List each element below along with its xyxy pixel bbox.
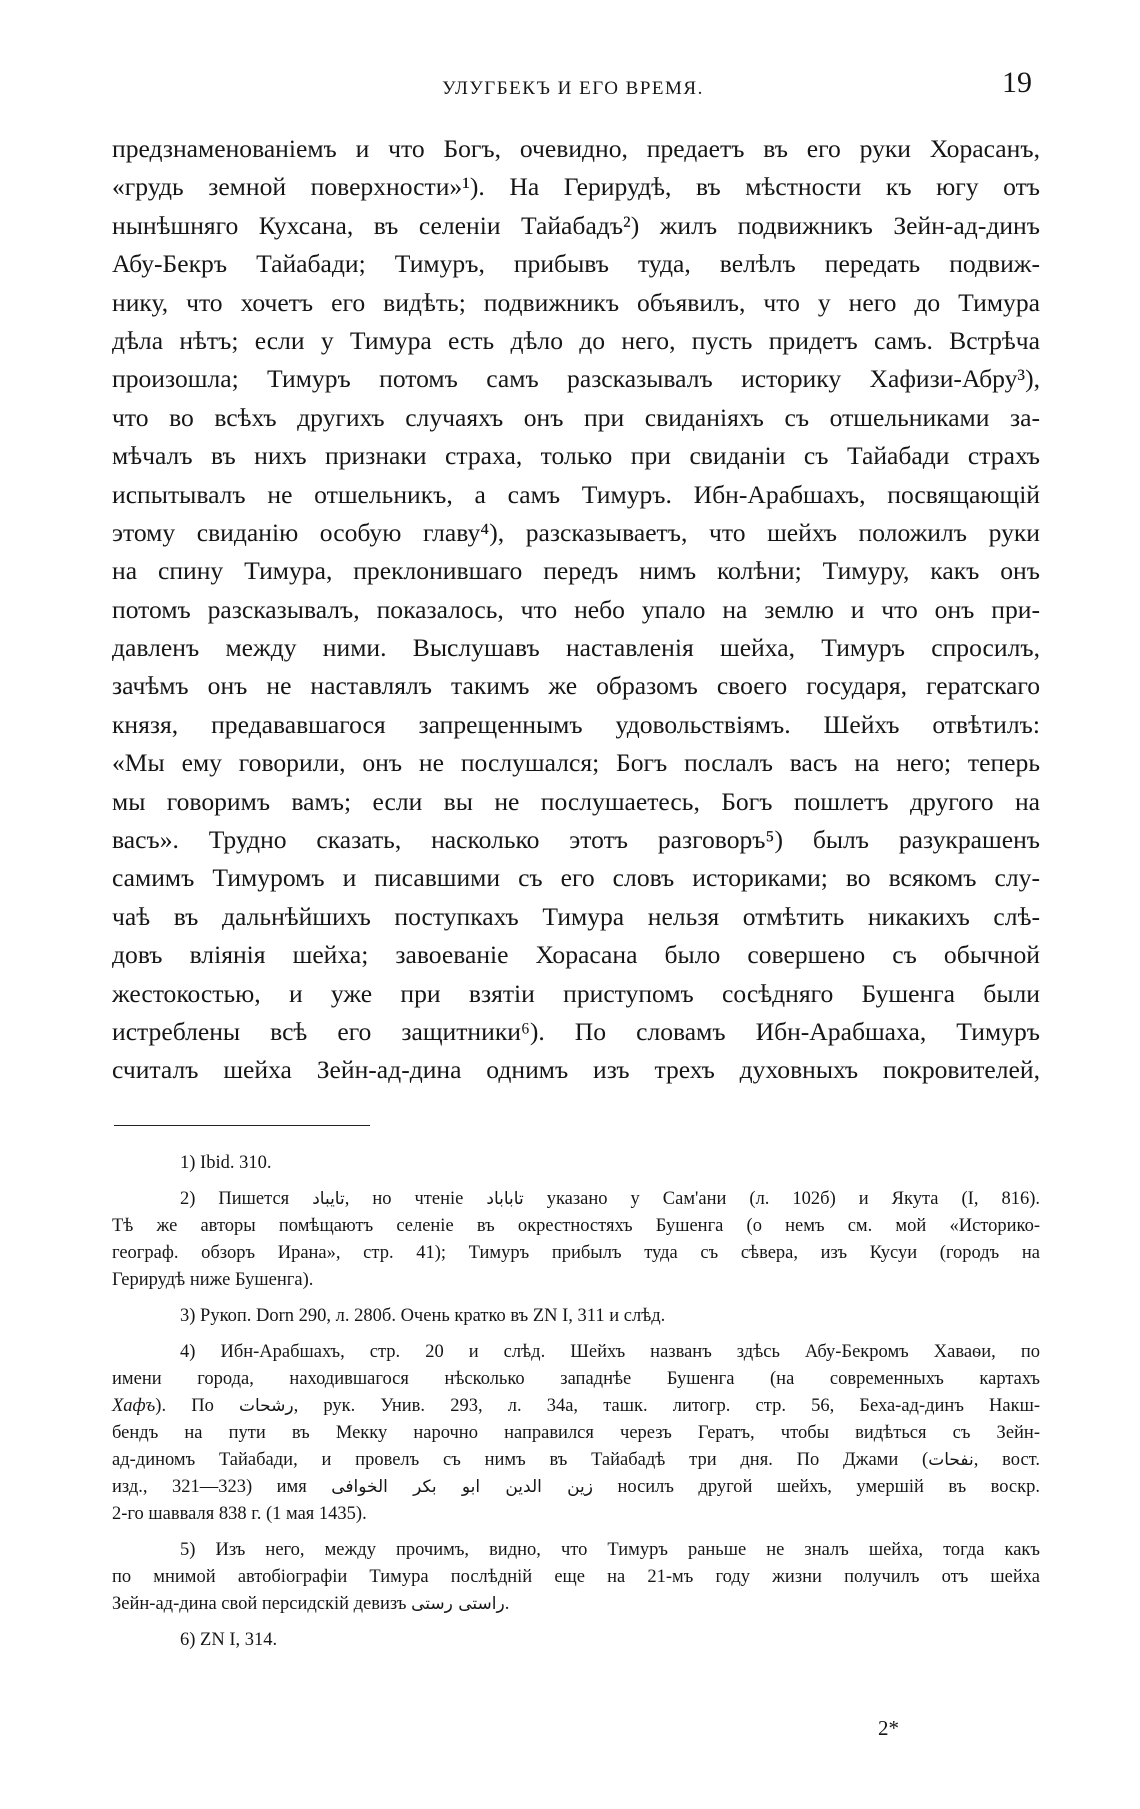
page-header: [114, 66, 1032, 106]
footnote-line: 5) Изъ него, между прочимъ, видно, что Тимуръ раньше не зналъ шейха, тогда какъ: [180, 1540, 1040, 1560]
footnote-line: [112, 1591, 1040, 1618]
footnote-line: географ. обзоръ Ирана», стр. 41); Тимуръ прибылъ туда съ сѣвера, изъ Кусуи (городъ на: [112, 1243, 1040, 1263]
page-number: 19: [1002, 66, 1032, 99]
footnote-5: [112, 1537, 1040, 1618]
text-line: зачѣмъ онъ не наставлялъ такимъ же образомъ своего государя, гератскаго: [112, 671, 1040, 701]
footnote-line: [112, 1393, 1040, 1420]
footnote-text: Зейн-ад-дина свой персидскій девизъ: [112, 1594, 407, 1614]
text-line: этому свиданію особую главу⁴), разсказываетъ, что шейхъ положилъ руки: [112, 517, 1040, 547]
footnotes: [112, 1150, 1040, 1663]
footnote-line: имени города, находившагося нѣсколько западнѣе Бушенга (на современныхъ картахъ: [112, 1369, 1040, 1389]
text-line: на спину Тимура, преклонившаго передъ нимъ колѣни; Тимуру, какъ онъ: [112, 556, 1040, 586]
arabic-word: تايباد: [312, 1189, 345, 1209]
footnote-text: , рук. Унив. 293, л. 34а, ташк. литогр. стр. 56, Беха-ад-динъ Накш-: [293, 1396, 1041, 1416]
text-line: истреблены всѣ его защитники⁶). По словамъ Ибн-Арабшаха, Тимуръ: [112, 1016, 1040, 1046]
text-line: потомъ разсказывалъ, показалось, что небо упало на землю и что онъ при-: [112, 594, 1040, 624]
text-line: мы говоримъ вамъ; если вы не послушаетесь, Богъ пошлетъ другого на: [112, 786, 1040, 816]
footnote-text: носилъ другой шейхъ, умершій въ воскр.: [617, 1477, 1041, 1497]
text-line: давленъ между ними. Выслушавъ наставленія шейха, Тимуръ спросилъ,: [112, 633, 1040, 663]
signature-mark: 2*: [878, 1716, 899, 1740]
text-line: нику, что хочетъ его видѣть; подвижникъ объявилъ, что у него до Тимура: [112, 287, 1040, 317]
footnote-2: [112, 1186, 1040, 1294]
text-line: мѣчалъ въ нихъ признаки страха, только при свиданіи съ Тайабади страхъ: [112, 441, 1040, 471]
footnote-text: .: [504, 1594, 510, 1614]
footnote-line: бендъ на пути въ Мекку нарочно направился черезъ Гератъ, чтобы видѣться съ Зейн-: [112, 1423, 1040, 1443]
footnote-text: , вост.: [973, 1450, 1040, 1470]
footnote-6: [112, 1627, 1040, 1654]
arabic-word: نفحات: [928, 1450, 974, 1470]
text-line: предзнаменованіемъ и что Богъ, очевидно, предаетъ въ его руки Хорасанъ,: [112, 134, 1040, 163]
text-line: жестокостью, и уже при взятіи приступомъ сосѣдняго Бушенга были: [112, 978, 1040, 1008]
footnote-line: 3) Рукоп. Dorn 290, л. 280б. Очень кратко въ ZN I, 311 и слѣд.: [180, 1306, 666, 1326]
text-line: чаѣ въ дальнѣйшихъ поступкахъ Тимура нельзя отмѣтить никакихъ слѣ-: [112, 901, 1040, 931]
footnote-text: ). По: [155, 1396, 214, 1416]
footnote-text: , но чтеніе: [344, 1189, 464, 1209]
text-line: нынѣшняго Кухсана, въ селеніи Тайабадъ²) жилъ подвижникъ Зейн-ад-динъ: [112, 210, 1040, 240]
footnote-line: 4) Ибн-Арабшахъ, стр. 20 и слѣд. Шейхъ названъ здѣсь Абу-Бекромъ Хаваѳи, по: [180, 1342, 1040, 1362]
footnote-line: [112, 1186, 1040, 1213]
text-line: считалъ шейха Зейн-ад-дина однимъ изъ трехъ духовныхъ покровителей,: [112, 1055, 1040, 1085]
footnote-line: 6) ZN I, 314.: [180, 1630, 278, 1650]
running-title: УЛУГБЕКЪ И ЕГО ВРЕМЯ.: [442, 78, 704, 99]
text-line: «грудь земной поверхности»¹). На Герирудѣ, въ мѣстности къ югу отъ: [112, 172, 1040, 202]
footnote-1: [112, 1150, 1040, 1177]
footnote-4: [112, 1339, 1040, 1528]
text-line: что во всѣхъ другихъ случаяхъ онъ при свиданіяхъ съ отшельниками за-: [112, 402, 1040, 432]
text-line: самимъ Тимуромъ и писавшими съ его словъ историками; во всякомъ слу-: [112, 863, 1040, 893]
footnote-line: 1) Ibid. 310.: [180, 1153, 272, 1173]
footnote-text: изд., 321—323) имя: [112, 1477, 307, 1497]
footnote-line: 2-го шавваля 838 г. (1 мая 1435).: [112, 1504, 367, 1524]
arabic-word: رشحات: [239, 1396, 294, 1416]
italic-word: Хафъ: [112, 1396, 156, 1416]
text-line: испытывалъ не отшельникъ, а самъ Тимуръ. Ибн-Арабшахъ, посвящающій: [112, 479, 1040, 509]
footnote-text: 2) Пишется: [180, 1189, 290, 1209]
text-line: Абу-Бекръ Тайабади; Тимуръ, прибывъ туда, велѣлъ передать подвиж-: [112, 249, 1040, 279]
footnote-text: указано у Сам'ани (л. 102б) и Якута (I, 816).: [546, 1189, 1040, 1209]
arabic-word: تاباباد: [486, 1189, 524, 1209]
arabic-word: زين الدين ابو بكر الخوافى: [331, 1477, 593, 1497]
text-line: дѣла нѣтъ; если у Тимура есть дѣло до него, пусть придетъ самъ. Встрѣча: [112, 325, 1040, 355]
text-line: произошла; Тимуръ потомъ самъ разсказывалъ историку Хафизи-Абру³),: [112, 364, 1040, 394]
text-line: князя, предававшагося запрещеннымъ удовольствіямъ. Шейхъ отвѣтилъ:: [112, 709, 1040, 739]
main-text: [112, 130, 1040, 1090]
footnote-3: [112, 1303, 1040, 1330]
footnote-rule: [114, 1125, 370, 1126]
footnote-line: [112, 1474, 1040, 1501]
footnote-line: по мнимой автобіографіи Тимура послѣдній еще на 21-мъ году жизни получилъ отъ шейха: [112, 1567, 1040, 1587]
text-line: васъ». Трудно сказать, насколько этотъ разговоръ⁵) былъ разукрашенъ: [112, 825, 1040, 855]
footnote-line: Герирудѣ ниже Бушенга).: [112, 1270, 314, 1290]
footnote-line: Тѣ же авторы помѣщаютъ селеніе въ окрестностяхъ Бушенга (о немъ см. мой «Историко-: [112, 1216, 1040, 1236]
text-line: «Мы ему говорили, онъ не послушался; Богъ послалъ васъ на него; теперь: [112, 748, 1040, 778]
footnote-line: [112, 1447, 1040, 1474]
text-line: довъ вліянія шейха; завоеваніе Хорасана было совершено съ обычной: [112, 940, 1040, 970]
footnote-text: ад-диномъ Тайабади, и провелъ съ нимъ въ Тайабадѣ три дня. По Джами (: [112, 1450, 929, 1470]
arabic-word: راستى رستى: [411, 1594, 505, 1614]
